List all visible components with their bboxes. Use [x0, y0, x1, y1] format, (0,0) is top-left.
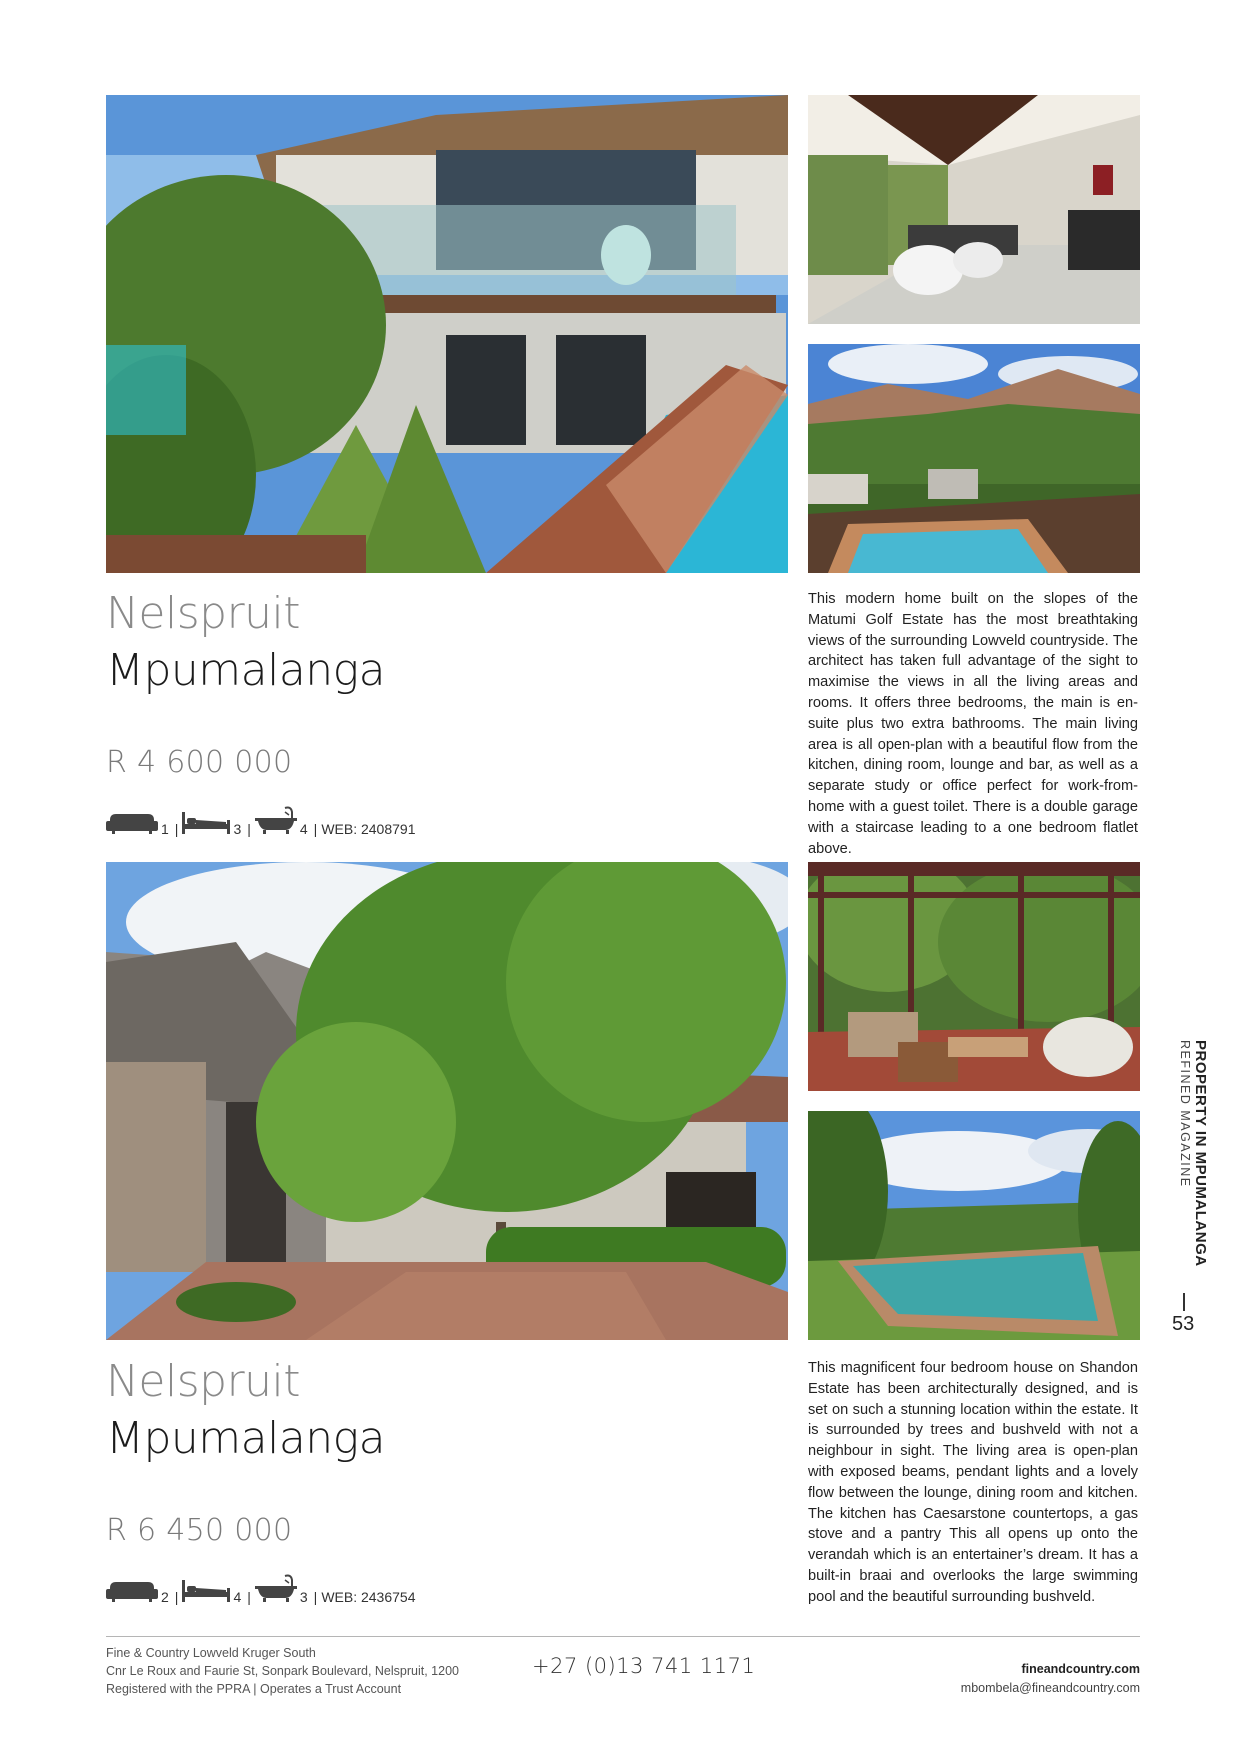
footer-contact — [961, 1660, 1140, 1698]
listing-2-web-ref: WEB: 2436754 — [321, 1589, 416, 1605]
footer-company: Fine & Country Lowveld Kruger South — [106, 1646, 316, 1660]
listing-2-description: This magnificent four bedroom house on Shandon Estate has been architecturally designed, and is set on such a stunning location within the estate. It is surrounded by trees and bushveld with not a neighbour in sight. The living area is open-plan with exposed beams, pendant lights and a lovely flow between the lounge, dining room and kitchen. The kitchen has Caesarstone countertops, a gas stove and a pantry This all opens up onto the verandah which is an entertainer’s dream. It has a built-in braai and overlooks the large swimming pool and the beautiful surrounding bushveld. — [808, 1360, 1138, 1605]
sofa-icon — [106, 810, 158, 837]
listing-2-region: Mpumalanga — [106, 1413, 386, 1464]
bath-icon — [255, 806, 297, 837]
section-label — [1175, 1040, 1207, 1280]
listing-1-pool-view-photo — [808, 344, 1140, 573]
listing-1-description: This modern home built on the slopes of the Matumi Golf Estate has the most breathtaking views of the surrounding Lowveld countryside. The architect has taken full advantage of the sight to maximise the views in all the living areas and rooms. It offers three bedrooms, the main is en-suite plus two extra bathrooms. The main living area is all open-plan with a beautiful flow from the kitchen, dining room, lounge and bar, as well as a separate study or office perfect for work-from-home with a guest toilet. There is a double garage with a staircase leading to a one bedroom flatlet above. — [808, 591, 1138, 857]
bed-icon — [182, 1578, 230, 1605]
footer-address: Cnr Le Roux and Faurie St, Sonpark Boulevard, Nelspruit, 1200 — [106, 1664, 459, 1678]
listing-1-main-photo — [106, 95, 788, 573]
listing-2-pool-photo — [808, 1111, 1140, 1340]
divider: | — [313, 1589, 318, 1605]
divider: | — [174, 821, 179, 837]
listing-1-interior-photo — [808, 95, 1140, 324]
divider: | — [313, 821, 318, 837]
listing-2-city: Nelspruit — [106, 1356, 301, 1407]
listing-1-bathrooms: 4 — [299, 821, 308, 837]
page-number-divider — [1183, 1293, 1185, 1311]
footer-email-link[interactable]: mbombela@fineandcountry.com — [960, 1681, 1140, 1695]
page-number: 53 — [1172, 1313, 1195, 1335]
listing-1-lounges: 1 — [161, 821, 169, 837]
footer-website-link[interactable]: fineandcountry.com — [1021, 1662, 1140, 1676]
listing-1-price: R 4 600 000 — [106, 745, 293, 780]
listing-1-web-ref: WEB: 2408791 — [321, 821, 416, 837]
sofa-icon — [106, 1578, 158, 1605]
listing-2-bedrooms: 4 — [233, 1589, 242, 1605]
listing-2-price: R 6 450 000 — [106, 1513, 293, 1548]
listing-2-sunroom-photo — [808, 862, 1140, 1091]
listing-1-city: Nelspruit — [106, 588, 301, 639]
divider: | — [247, 1589, 251, 1605]
footer-registration: Registered with the PPRA | Operates a Trust Account — [106, 1682, 402, 1696]
listing-1-region: Mpumalanga — [106, 645, 386, 696]
divider: | — [174, 1589, 179, 1605]
magazine-name: REFINED MAGAZINE — [1178, 1040, 1192, 1188]
listing-2-lounges: 2 — [161, 1589, 169, 1605]
bed-icon — [182, 810, 230, 837]
section-title: PROPERTY IN MPUMALANGA — [1192, 1040, 1209, 1267]
listing-2-features — [106, 1579, 415, 1605]
footer-divider — [106, 1636, 1140, 1637]
footer-address-block — [106, 1644, 459, 1698]
listing-2-main-photo — [106, 862, 788, 1340]
listing-2-bathrooms: 3 — [299, 1589, 308, 1605]
listing-1-bedrooms: 3 — [233, 821, 242, 837]
listing-1-features — [106, 811, 415, 837]
footer-phone[interactable]: +27 (0)13 741 1171 — [532, 1654, 756, 1678]
bath-icon — [255, 1574, 297, 1605]
divider: | — [247, 821, 251, 837]
